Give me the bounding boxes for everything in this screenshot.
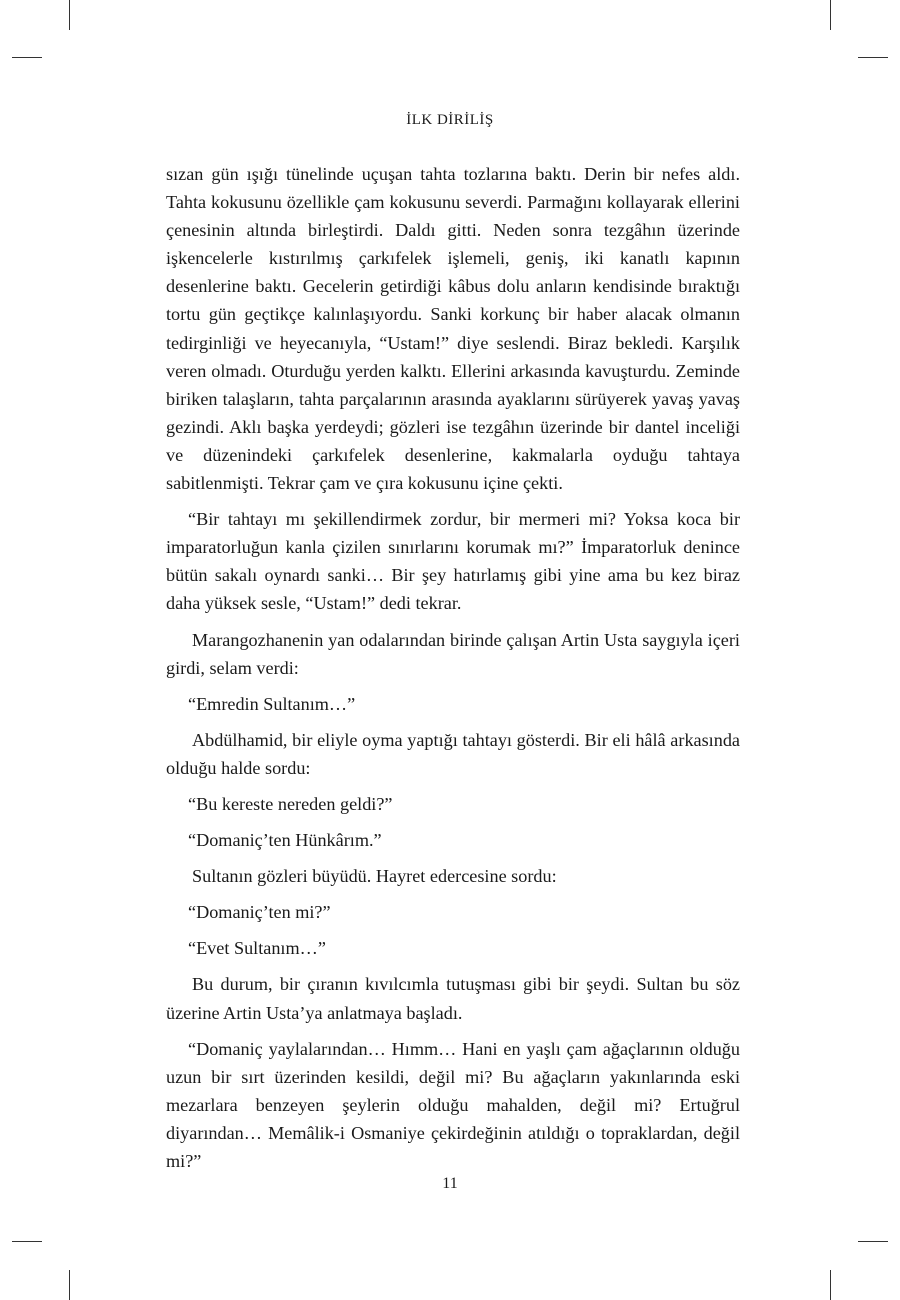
crop-mark-top-left <box>69 0 70 30</box>
paragraph: Bu durum, bir çıranın kıvılcımla tutuşması gibi bir şeydi. Sultan bu söz üzerine Artin Usta’ya anlatmaya başladı. <box>166 974 740 1023</box>
paragraph: “Evet Sultanım…” <box>188 938 326 959</box>
running-header: İLK DİRİLİŞ <box>406 112 494 128</box>
paragraph: Abdülhamid, bir eliyle oyma yaptığı tahtayı gösterdi. Bir eli hâlâ arkasında olduğu halde sordu: <box>166 729 740 778</box>
paragraph: “Bir tahtayı mı şekillendirmek zordur, bir mermeri mi? Yoksa koca bir imparatorluğun kanla çizilen sınırlarını korumak mı?” İmparatorluk denince bütün sakalı oynardı sanki… Bir şey hatırlamış gibi yine ama bu kez biraz daha yüksek sesle, “Ustam!” dedi tekrar. <box>166 509 740 614</box>
paragraph: sızan gün ışığı tünelinde uçuşan tahta tozlarına baktı. Derin bir nefes aldı. Tahta kokusunu özellikle çam kokusunu severdi. Parmağını kollayarak ellerini çenesinin altında birleştirdi. Daldı gitti. Neden sonra tezgâhın üzerinde işkencelerle kıstırılmış çarkıfelek işlemeli, geniş, iki kanatlı kapının desenlerine baktı. Gecelerin getirdiği kâbus dolu anların kendisinde bıraktığı tortu gün geçtikçe kalınlaşıyordu. Sanki korkunç bir haber alacak olmanın tedirginliği ve heyecanıyla, “Ustam!” diye seslendi. Biraz bekledi. Karşılık veren olmadı. Oturduğu yerden kalktı. Ellerini arkasında kavuşturdu. Zeminde biriken talaşların, tahta parçalarının arasında ayaklarını sürüyerek yavaş yavaş gezindi. Aklı başka yerdeydi; gözleri ise tezgâhın üzerinde bir dantel inceliği ve düzenindeki çarkıfelek desenlerine, kakmalarla oyduğu tahtaya sabitlenmişti. Tekrar çam ve çıra kokusunu içine çekti. <box>166 164 740 494</box>
page-number: 11 <box>442 1175 458 1192</box>
paragraph: Sultanın gözleri büyüdü. Hayret edercesine sordu: <box>192 866 557 887</box>
crop-mark-right-top <box>858 57 888 58</box>
crop-mark-top-right <box>830 0 831 30</box>
paragraph: “Domaniç’ten Hünkârım.” <box>188 830 382 851</box>
paragraph: Marangozhanenin yan odalarından birinde çalışan Artin Usta saygıyla içeri girdi, selam verdi: <box>166 629 740 678</box>
paragraph: “Emredin Sultanım…” <box>188 693 356 714</box>
paragraph: “Domaniç’ten mi?” <box>188 902 331 923</box>
crop-mark-bottom-left <box>69 1270 70 1300</box>
crop-mark-left-top <box>12 57 42 58</box>
crop-mark-right-bottom <box>858 1241 888 1242</box>
paragraph: “Domaniç yaylalarından… Hımm… Hani en yaşlı çam ağaçlarının olduğu uzun bir sırt üzerinden kesildi, değil mi? Bu ağaçların yakınlarında eski mezarlara benzeyen şeylerin olduğu mahalden, değil mi? Ertuğrul diyarından… Memâlik-i Osmaniye çekirdeğinin atıldığı o topraklardan, değil mi?” <box>166 1038 740 1171</box>
body-text <box>166 160 740 1183</box>
paragraph: “Bu kereste nereden geldi?” <box>188 793 393 814</box>
crop-mark-bottom-right <box>830 1270 831 1300</box>
crop-mark-left-bottom <box>12 1241 42 1242</box>
